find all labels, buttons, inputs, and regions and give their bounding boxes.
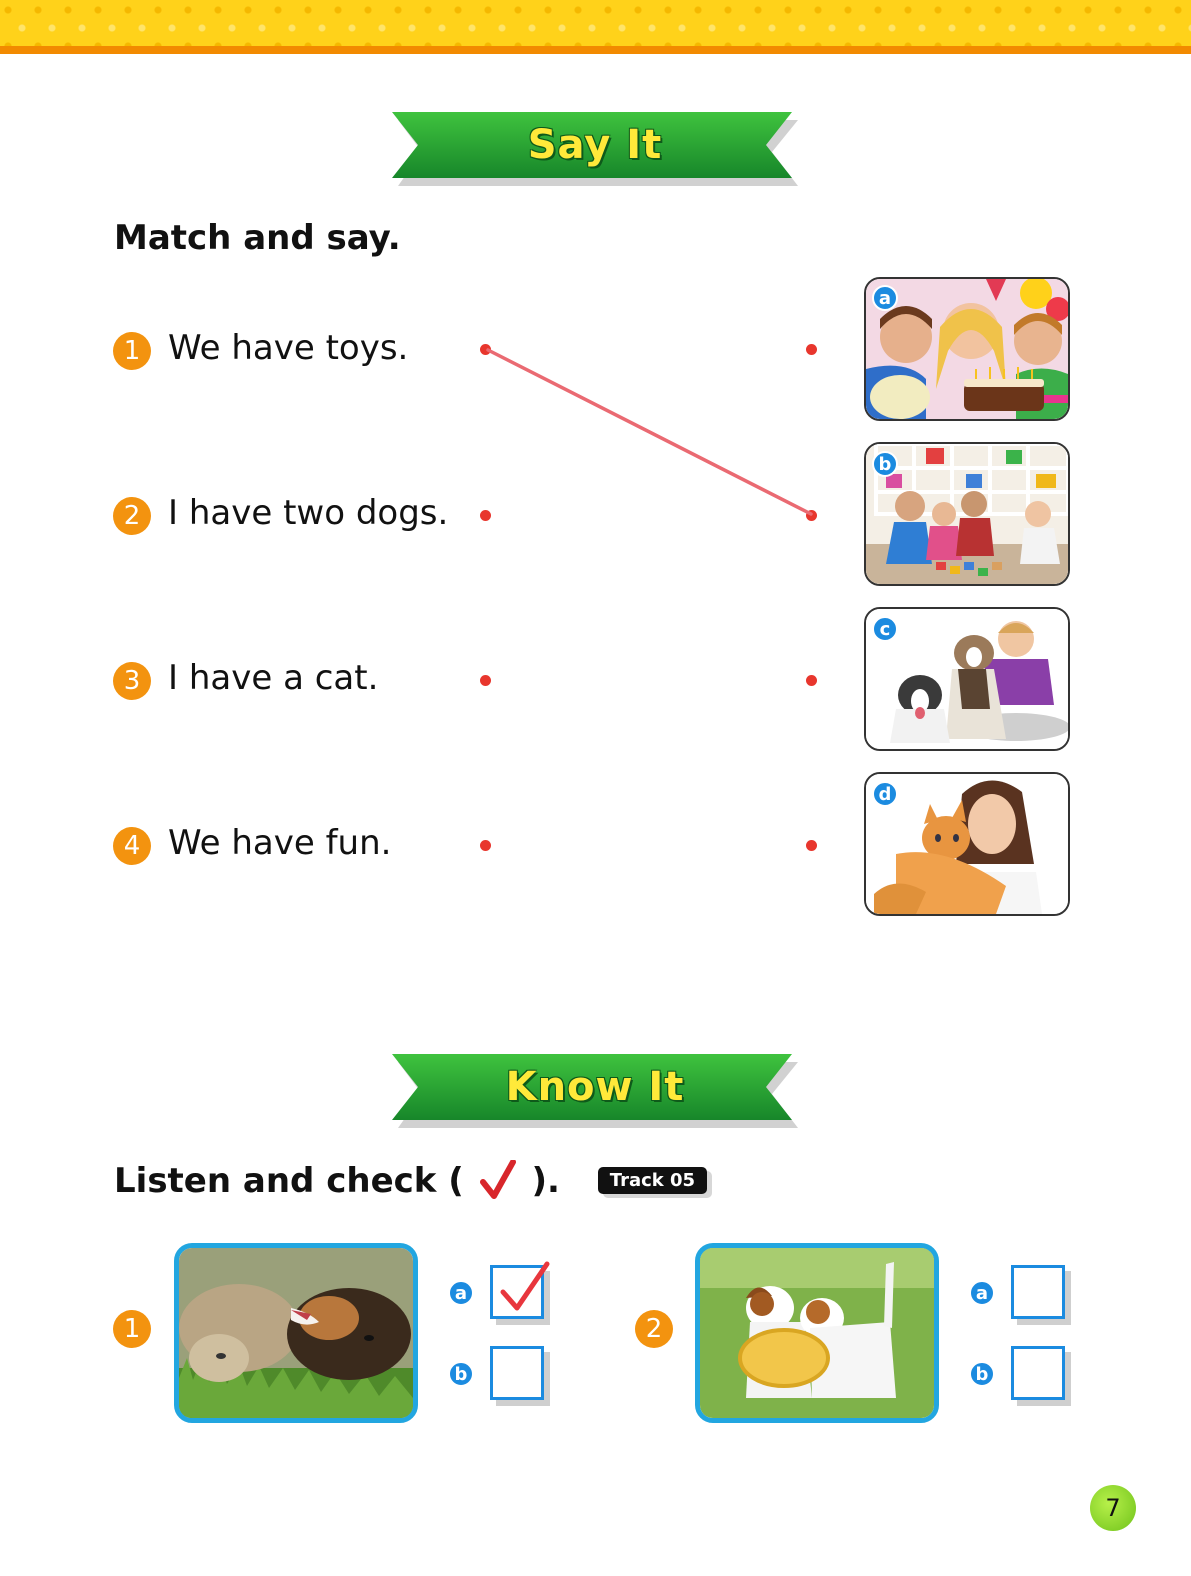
know-it-instruction — [114, 1160, 707, 1201]
q2-option-a-label: a — [969, 1280, 995, 1306]
q2-option-b-checkbox[interactable] — [1011, 1346, 1065, 1400]
q1-option-a-checkbox[interactable] — [490, 1265, 544, 1319]
photo-letter-d: d — [872, 781, 898, 807]
item-number-1: 1 — [113, 332, 151, 370]
photo-cat-and-dog-playing — [174, 1243, 418, 1423]
q1-option-b-checkbox[interactable] — [490, 1346, 544, 1400]
item-number-4: 4 — [113, 827, 151, 865]
sentence-4: We have fun. — [168, 823, 392, 863]
q1-option-b-label: b — [448, 1361, 474, 1387]
item-number-2: 2 — [113, 497, 151, 535]
know-it-instruction-suffix: ). — [531, 1161, 560, 1201]
sentence-1: We have toys. — [168, 328, 409, 368]
say-it-title: Say It — [527, 122, 663, 168]
item-number-3: 3 — [113, 662, 151, 700]
checkmark-icon — [480, 1160, 516, 1200]
photo-two-dogs-with-frisbee — [695, 1243, 939, 1423]
photo-letter-c: c — [872, 616, 898, 642]
q2-option-b-label: b — [969, 1361, 995, 1387]
checkmark-icon — [489, 1256, 553, 1320]
question-number-1: 1 — [113, 1310, 151, 1348]
page-number: 7 — [1090, 1485, 1136, 1531]
know-it-title: Know It — [505, 1064, 685, 1110]
know-it-instruction-prefix: Listen and check ( — [114, 1161, 464, 1201]
photo-letter-b: b — [872, 451, 898, 477]
sentence-2: I have two dogs. — [168, 493, 449, 533]
sentence-3: I have a cat. — [168, 658, 379, 698]
q2-option-a-checkbox[interactable] — [1011, 1265, 1065, 1319]
question-number-2: 2 — [635, 1310, 673, 1348]
q1-option-a-label: a — [448, 1280, 474, 1306]
say-it-instruction: Match and say. — [114, 218, 401, 258]
know-it-banner — [392, 1054, 798, 1128]
photo-letter-a: a — [872, 285, 898, 311]
track-badge[interactable]: Track 05 — [598, 1167, 707, 1194]
